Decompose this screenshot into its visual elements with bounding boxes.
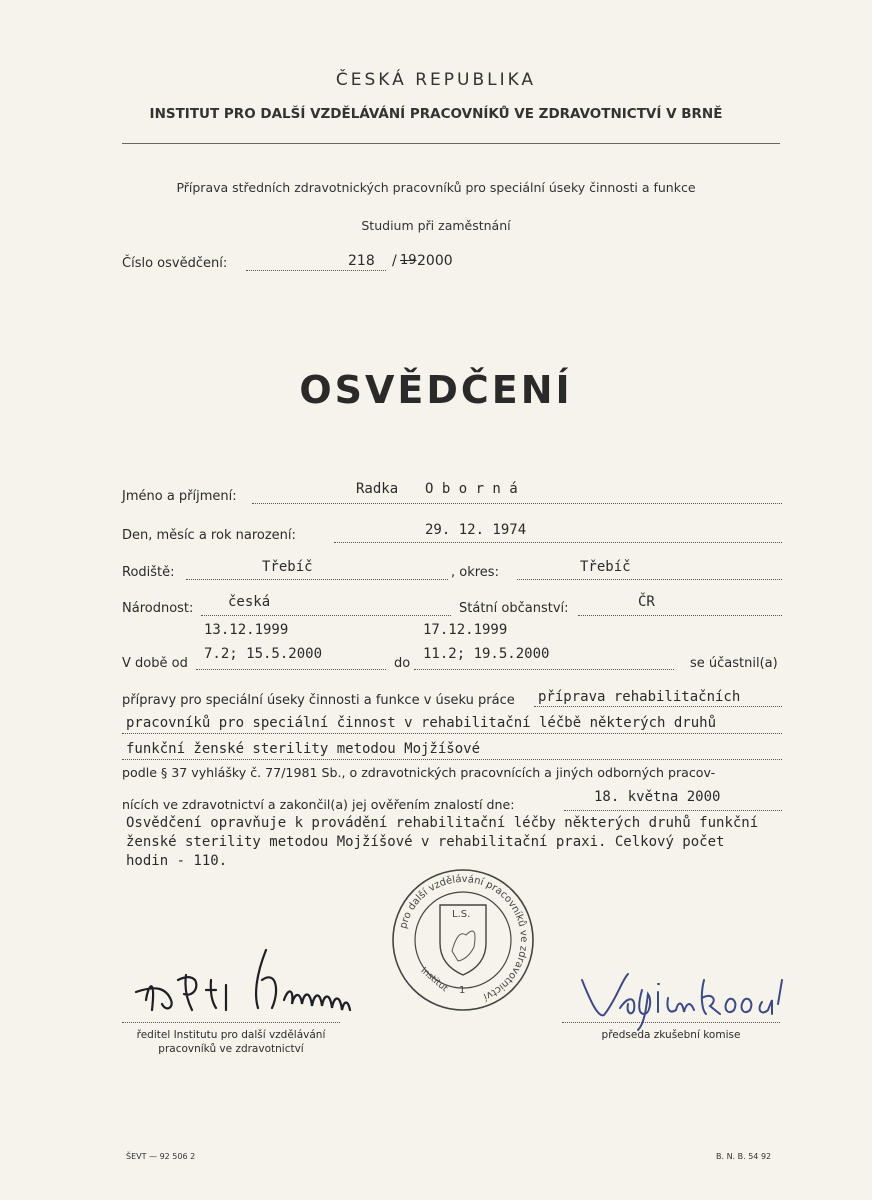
- period-from-label: V době od: [122, 656, 188, 671]
- nationality-label: Národnost:: [122, 601, 194, 616]
- committee-caption: předseda zkušební komise: [601, 1029, 741, 1041]
- citizenship-dots: [578, 615, 782, 616]
- work-area-dots-2: [122, 733, 782, 734]
- nationality: česká: [228, 594, 271, 610]
- certificate-number-dots: [246, 270, 386, 271]
- committee-chair-signature: [572, 960, 832, 1030]
- nationality-dots: [201, 615, 451, 616]
- stamp-lion-icon: [452, 931, 475, 961]
- exam-date-dots: [564, 810, 782, 811]
- typed-note-line-1: Osvědčení opravňuje k provádění rehabilitační léčby některých druhů funkční: [126, 815, 759, 831]
- typed-note-line-3: hodin - 110.: [126, 853, 228, 869]
- certificate-year: 2000: [417, 253, 453, 269]
- director-caption-1: ředitel Institutu pro další vzdělávání: [136, 1029, 326, 1041]
- period-from-first: 13.12.1999: [204, 622, 289, 638]
- footer-left-code: ŠEVT — 92 506 2: [126, 1152, 196, 1161]
- birth-date: 29. 12. 1974: [425, 522, 527, 538]
- work-area-dots-1: [534, 706, 782, 707]
- birth-date-dots: [334, 542, 782, 543]
- period-from-second: 7.2; 15.5.2000: [204, 646, 323, 662]
- work-area-line-3: funkční ženské sterility metodou Mojžíšové: [126, 741, 481, 757]
- district-label: , okres:: [451, 565, 499, 580]
- certificate-separator: /: [392, 253, 397, 269]
- director-signature: [126, 930, 366, 1020]
- name-label: Jméno a příjmení:: [122, 489, 237, 504]
- stamp-prefix: Institut: [418, 965, 450, 995]
- district: Třebíč: [580, 559, 631, 575]
- work-area-line-1: příprava rehabilitačních: [538, 689, 741, 705]
- work-area-line-2: pracovníků pro speciální činnost v rehabilitační léčbě některých druhů: [126, 715, 717, 731]
- certificate-number-label: Číslo osvědčení:: [122, 256, 228, 271]
- header-divider: [122, 143, 780, 144]
- exam-date: 18. května 2000: [594, 789, 721, 805]
- work-area-dots-3: [122, 759, 782, 760]
- official-stamp: [388, 865, 538, 1015]
- stamp-ls: L.S.: [452, 909, 471, 920]
- participated-text: se účastnil(a): [690, 656, 778, 671]
- body-line-1-prefix: přípravy pro speciální úseky činnosti a funkce v úseku práce: [122, 693, 515, 708]
- birthplace: Třebíč: [262, 559, 313, 575]
- institute-heading: INSTITUT PRO DALŠÍ VZDĚLÁVÁNÍ PRACOVNÍKŮ VE ZDRAVOTNICTVÍ V BRNĚ: [149, 106, 723, 122]
- birthplace-label: Rodiště:: [122, 565, 175, 580]
- name-dots: [252, 503, 782, 504]
- exam-line-prefix: nících ve zdravotnictví a zakončil(a) jej ověřením znalostí dne:: [122, 797, 515, 812]
- citizenship-label: Státní občanství:: [459, 601, 569, 616]
- certificate-struck-digits: 19: [400, 253, 417, 268]
- period-to-first: 17.12.1999: [423, 622, 508, 638]
- typed-note-line-2: ženské sterility metodou Mojžíšové v rehabilitační praxi. Celkový počet: [126, 834, 725, 850]
- study-type: Studium při zaměstnání: [361, 218, 511, 233]
- certificate-number: 218: [348, 253, 375, 269]
- first-name: Radka: [356, 481, 399, 497]
- period-to-label: do: [394, 656, 411, 671]
- birthplace-dots: [186, 579, 448, 580]
- director-caption-2: pracovníků ve zdravotnictví: [158, 1043, 304, 1055]
- country-heading: ČESKÁ REPUBLIKA: [335, 70, 537, 90]
- period-from-dots: [196, 669, 386, 670]
- stamp-ring-text: pro další vzdělávání pracovníků ve zdravotnictví: [398, 873, 530, 1002]
- stamp-number: 1: [459, 985, 466, 996]
- committee-signature-line: [562, 1022, 780, 1023]
- last-name: O b o r n á: [425, 481, 518, 497]
- director-signature-line: [122, 1022, 340, 1023]
- program-line: Příprava středních zdravotnických pracovníků pro speciální úseky činnosti a funkce: [176, 180, 696, 195]
- birth-date-label: Den, měsíc a rok narození:: [122, 528, 296, 543]
- document-title: OSVĚDČENÍ: [299, 368, 573, 412]
- period-to-dots: [414, 669, 674, 670]
- district-dots: [517, 579, 782, 580]
- period-to-second: 11.2; 19.5.2000: [423, 646, 550, 662]
- legal-basis-line: podle § 37 vyhlášky č. 77/1981 Sb., o zdravotnických pracovnících a jiných odborných pracov-: [122, 765, 716, 780]
- citizenship: ČR: [638, 594, 655, 610]
- footer-right-code: B. N. B. 54 92: [716, 1152, 772, 1161]
